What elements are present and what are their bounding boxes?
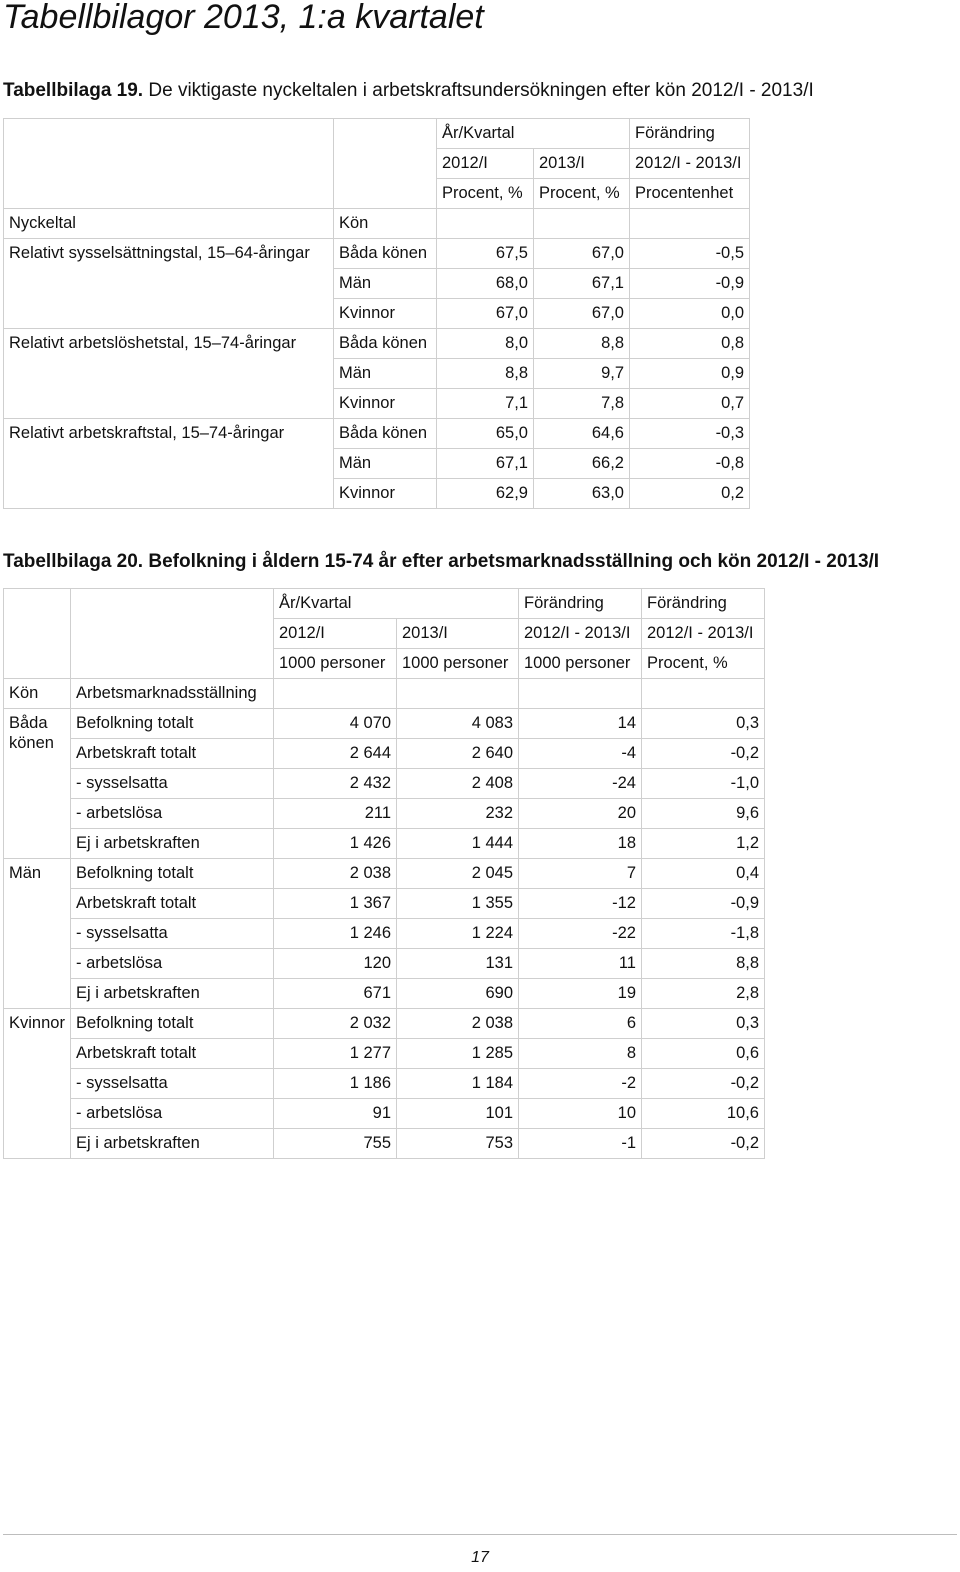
table20-value-2012: 1 186 (274, 1069, 397, 1099)
table20-unit-2013: 1000 personer (397, 649, 519, 679)
table19-value-change: 0,2 (630, 479, 750, 509)
table20-value-change-abs: -22 (519, 919, 642, 949)
table20-header-blank (71, 589, 274, 679)
table20-value-change-abs: 19 (519, 979, 642, 1009)
table19-kon-cell: Kvinnor (334, 299, 437, 329)
table20 (3, 588, 765, 1159)
table20-value-change-abs: -12 (519, 889, 642, 919)
table19-value-2013: 66,2 (534, 449, 630, 479)
table20-value-change-pct: 2,8 (642, 979, 765, 1009)
table20-value-change-abs: 7 (519, 859, 642, 889)
table20-value-2013: 690 (397, 979, 519, 1009)
table19-header-blank (630, 209, 750, 239)
table20-value-2012: 91 (274, 1099, 397, 1129)
table20-row (4, 1099, 765, 1129)
table20-value-change-pct: 0,4 (642, 859, 765, 889)
table20-kon-label: Män (4, 859, 71, 1009)
table20-header-blank (4, 589, 71, 679)
table19-nyckeltal-label: Relativt arbetskraftstal, 15–74-åringar (4, 419, 334, 509)
table19-kon-cell: Män (334, 359, 437, 389)
table19-kon-cell: Båda könen (334, 329, 437, 359)
table20-row (4, 1009, 765, 1039)
table20-value-change-abs: 20 (519, 799, 642, 829)
table19-value-2013: 67,0 (534, 239, 630, 269)
table20-value-change-pct: 9,6 (642, 799, 765, 829)
table19-nyckeltal-label: Relativt arbetslöshetstal, 15–74-åringar (4, 329, 334, 419)
table19-kon-cell: Kvinnor (334, 389, 437, 419)
table20-row (4, 889, 765, 919)
table20-status-label: Arbetskraft totalt (71, 1039, 274, 1069)
table19-header-row (4, 209, 750, 239)
table20-status-label: - arbetslösa (71, 1099, 274, 1129)
table20-unit-2012: 1000 personer (274, 649, 397, 679)
table20-ar-kvartal: År/Kvartal (274, 589, 519, 619)
table20-row (4, 829, 765, 859)
table20-status-label: Ej i arbetskraften (71, 1129, 274, 1159)
table19-forandring: Förändring (630, 119, 750, 149)
table20-value-change-abs: -24 (519, 769, 642, 799)
table20-value-2013: 232 (397, 799, 519, 829)
table19-caption (3, 80, 814, 102)
table19-value-2013: 67,0 (534, 299, 630, 329)
table20-value-change-abs: 6 (519, 1009, 642, 1039)
table19-kon-cell: Män (334, 449, 437, 479)
table20-value-change-pct: -0,2 (642, 1129, 765, 1159)
table19-value-change: -0,9 (630, 269, 750, 299)
table20-value-2013: 101 (397, 1099, 519, 1129)
table20-status-label: - arbetslösa (71, 799, 274, 829)
table19-value-change: 0,7 (630, 389, 750, 419)
table20-value-2013: 2 640 (397, 739, 519, 769)
table20-value-2013: 2 038 (397, 1009, 519, 1039)
table20-value-change-abs: -2 (519, 1069, 642, 1099)
table20-value-2013: 131 (397, 949, 519, 979)
page-number: 17 (471, 1549, 489, 1566)
table20-header-blank (519, 679, 642, 709)
table20-value-change-abs: 18 (519, 829, 642, 859)
table19-value-2012: 7,1 (437, 389, 534, 419)
table20-value-2012: 1 277 (274, 1039, 397, 1069)
table20-value-2012: 671 (274, 979, 397, 1009)
table20-col-change-abs: 2012/I - 2013/I (519, 619, 642, 649)
table19-value-2013: 9,7 (534, 359, 630, 389)
table20-header-row (4, 589, 765, 619)
table20-status-label: Arbetskraft totalt (71, 739, 274, 769)
table20-forandring-pct: Förändring (642, 589, 765, 619)
table20-row (4, 949, 765, 979)
table19-unit-change: Procentenhet (630, 179, 750, 209)
table20-status-label: - sysselsatta (71, 1069, 274, 1099)
table19-header-blank (437, 209, 534, 239)
table20-value-2012: 2 032 (274, 1009, 397, 1039)
table19-value-2012: 8,0 (437, 329, 534, 359)
table20-value-2013: 1 184 (397, 1069, 519, 1099)
table19-col-2012: 2012/I (437, 149, 534, 179)
table20-value-2012: 4 070 (274, 709, 397, 739)
table20-value-change-pct: 1,2 (642, 829, 765, 859)
table19-header-row (4, 119, 750, 149)
table19-value-change: -0,8 (630, 449, 750, 479)
table20-status-label: Arbetskraft totalt (71, 889, 274, 919)
table20-row (4, 859, 765, 889)
table20-value-change-pct: -0,2 (642, 739, 765, 769)
table20-value-change-abs: 11 (519, 949, 642, 979)
table20-value-change-pct: -0,9 (642, 889, 765, 919)
table20-status-label: - sysselsatta (71, 919, 274, 949)
table19-row (4, 239, 750, 269)
table20-value-change-pct: -1,8 (642, 919, 765, 949)
table20-row (4, 709, 765, 739)
table20-value-change-pct: 8,8 (642, 949, 765, 979)
table19-value-2012: 67,5 (437, 239, 534, 269)
table19-kon-cell: Båda könen (334, 239, 437, 269)
table19-value-2012: 68,0 (437, 269, 534, 299)
table20-status-header: Arbetsmarknadsställning (71, 679, 274, 709)
table19-row (4, 419, 750, 449)
table20-row (4, 739, 765, 769)
table19-value-2013: 63,0 (534, 479, 630, 509)
table20-value-change-pct: 0,6 (642, 1039, 765, 1069)
table19-value-change: 0,8 (630, 329, 750, 359)
table20-header-blank (274, 679, 397, 709)
table20-value-2013: 1 285 (397, 1039, 519, 1069)
table19-kon-cell: Kvinnor (334, 479, 437, 509)
table20-value-2013: 2 045 (397, 859, 519, 889)
table20-status-label: Ej i arbetskraften (71, 829, 274, 859)
table20-status-label: Ej i arbetskraften (71, 979, 274, 1009)
table20-value-2013: 2 408 (397, 769, 519, 799)
table20-kon-header: Kön (4, 679, 71, 709)
table20-value-change-pct: -0,2 (642, 1069, 765, 1099)
table19-kon-header: Kön (334, 209, 437, 239)
table20-value-change-abs: 8 (519, 1039, 642, 1069)
table20-row (4, 1039, 765, 1069)
table19-nyckeltal-header: Nyckeltal (4, 209, 334, 239)
table20-value-change-pct: -1,0 (642, 769, 765, 799)
table20-row (4, 799, 765, 829)
table20-col-2013: 2013/I (397, 619, 519, 649)
table20-status-label: Befolkning totalt (71, 1009, 274, 1039)
table20-value-2013: 753 (397, 1129, 519, 1159)
table19-row (4, 329, 750, 359)
table19-value-2012: 65,0 (437, 419, 534, 449)
table20-row (4, 919, 765, 949)
table20-value-change-abs: 14 (519, 709, 642, 739)
table20-value-2013: 4 083 (397, 709, 519, 739)
table20-value-2012: 2 432 (274, 769, 397, 799)
table19-nyckeltal-label: Relativt sysselsättningstal, 15–64-åringar (4, 239, 334, 329)
footer-divider (3, 1534, 957, 1535)
table19-value-2012: 67,0 (437, 299, 534, 329)
table20-value-change-abs: -1 (519, 1129, 642, 1159)
table19-value-2012: 62,9 (437, 479, 534, 509)
table19-header-blank (534, 209, 630, 239)
table20-value-2012: 1 426 (274, 829, 397, 859)
table20-unit-change-pct: Procent, % (642, 649, 765, 679)
table20-col-change-pct: 2012/I - 2013/I (642, 619, 765, 649)
table20-value-2012: 755 (274, 1129, 397, 1159)
table19-value-2012: 8,8 (437, 359, 534, 389)
table20-row (4, 1069, 765, 1099)
table19-kon-cell: Män (334, 269, 437, 299)
table20-value-2012: 120 (274, 949, 397, 979)
table20-caption (3, 551, 879, 573)
table20-row (4, 1129, 765, 1159)
table19-value-change: -0,5 (630, 239, 750, 269)
table19-kon-cell: Båda könen (334, 419, 437, 449)
table19-value-2013: 67,1 (534, 269, 630, 299)
table20-row (4, 769, 765, 799)
table19-unit-2013: Procent, % (534, 179, 630, 209)
table20-status-label: - arbetslösa (71, 949, 274, 979)
table20-kon-label: Kvinnor (4, 1009, 71, 1159)
table19-value-2013: 64,6 (534, 419, 630, 449)
table19 (3, 118, 750, 509)
table20-kon-label: Båda könen (4, 709, 71, 859)
table19-value-change: 0,9 (630, 359, 750, 389)
table19-value-2013: 7,8 (534, 389, 630, 419)
table19-value-2013: 8,8 (534, 329, 630, 359)
table20-col-2012: 2012/I (274, 619, 397, 649)
table20-value-2012: 2 644 (274, 739, 397, 769)
table20-status-label: Befolkning totalt (71, 859, 274, 889)
table20-value-2012: 1 367 (274, 889, 397, 919)
table20-status-label: - sysselsatta (71, 769, 274, 799)
table19-ar-kvartal: År/Kvartal (437, 119, 630, 149)
table20-value-2013: 1 444 (397, 829, 519, 859)
table20-header-blank (397, 679, 519, 709)
table20-header-blank (642, 679, 765, 709)
table19-header-blank (4, 119, 334, 209)
table20-value-2013: 1 224 (397, 919, 519, 949)
table19-caption-prefix: Tabellbilaga 19. (3, 80, 144, 101)
table20-header-row (4, 679, 765, 709)
table19-unit-2012: Procent, % (437, 179, 534, 209)
table20-value-2012: 1 246 (274, 919, 397, 949)
table20-caption-text: Tabellbilaga 20. Befolkning i åldern 15-74 år efter arbetsmarknadsställning och kön 2012/I - 2013/I (3, 551, 880, 572)
table19-header-blank (334, 119, 437, 209)
table19-col-2013: 2013/I (534, 149, 630, 179)
table19-value-change: 0,0 (630, 299, 750, 329)
table20-unit-change-abs: 1000 personer (519, 649, 642, 679)
table20-value-change-pct: 0,3 (642, 1009, 765, 1039)
table20-value-2013: 1 355 (397, 889, 519, 919)
table19-value-2012: 67,1 (437, 449, 534, 479)
page-title: Tabellbilagor 2013, 1:a kvartalet (3, 0, 484, 36)
table20-value-2012: 2 038 (274, 859, 397, 889)
table20-value-change-abs: 10 (519, 1099, 642, 1129)
table20-forandring-abs: Förändring (519, 589, 642, 619)
table19-caption-text: De viktigaste nyckeltalen i arbetskraftsundersökningen efter kön 2012/I - 2013/I (143, 80, 814, 101)
table20-value-change-pct: 10,6 (642, 1099, 765, 1129)
table20-value-2012: 211 (274, 799, 397, 829)
table19-col-change: 2012/I - 2013/I (630, 149, 750, 179)
table20-status-label: Befolkning totalt (71, 709, 274, 739)
table19-value-change: -0,3 (630, 419, 750, 449)
table20-value-change-abs: -4 (519, 739, 642, 769)
table20-row (4, 979, 765, 1009)
table20-value-change-pct: 0,3 (642, 709, 765, 739)
